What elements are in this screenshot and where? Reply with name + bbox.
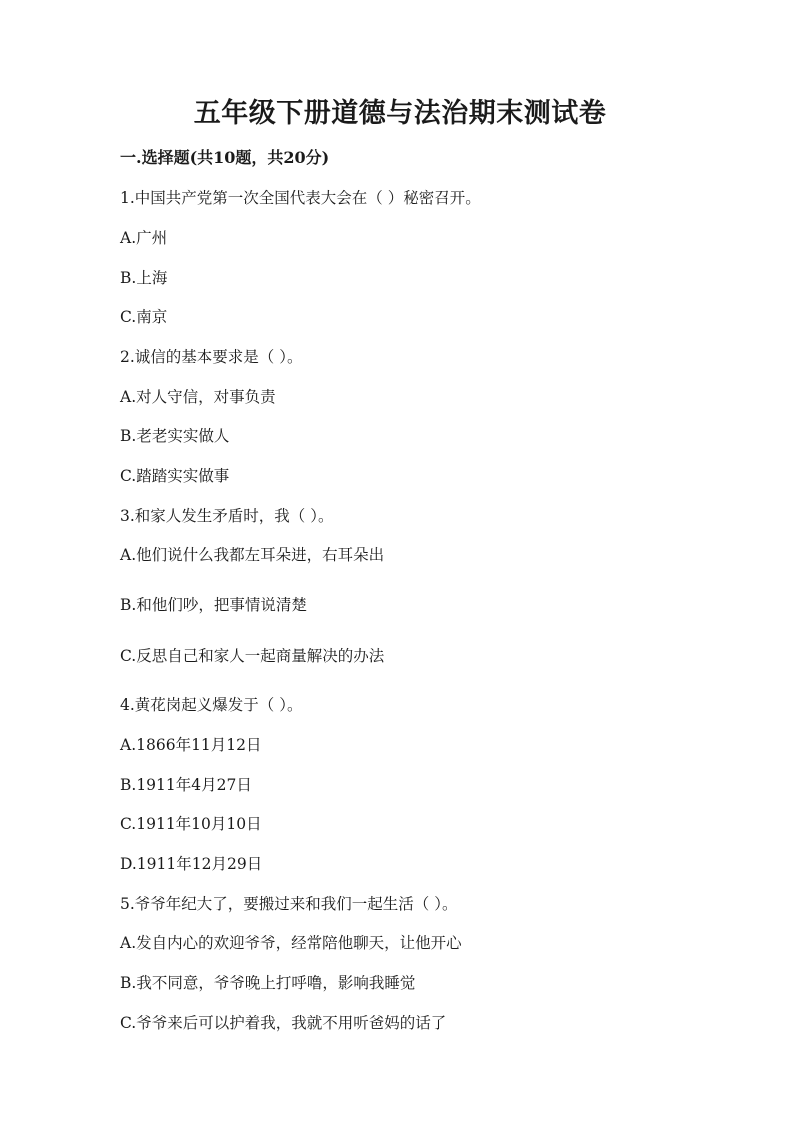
option-a: A.对人守信，对事负责 [120,388,276,406]
option-a: A.1866年11月12日 [120,736,262,754]
option-a: A.他们说什么我都左耳朵进，右耳朵出 [120,546,385,564]
option-b: B.上海 [120,269,168,287]
question-stem: 4.黄花岗起义爆发于（ ）。 [120,696,303,714]
exam-title: 五年级下册道德与法治期末测试卷 [193,98,607,129]
option-c: C.爷爷来后可以护着我，我就不用听爸妈的话了 [120,1014,447,1032]
option-c: C.1911年10月10日 [120,815,262,833]
option-a: A.广州 [120,229,168,247]
section-heading: 一.选择题(共10题，共20分) [120,148,330,167]
option-a: A.发自内心的欢迎爷爷，经常陪他聊天，让他开心 [120,934,462,952]
option-b: B.老老实实做人 [120,427,230,445]
question-stem: 5.爷爷年纪大了，要搬过来和我们一起生活（ ）。 [120,895,458,913]
question-stem: 3.和家人发生矛盾时，我（ ）。 [120,507,334,525]
option-c: C.踏踏实实做事 [120,467,230,485]
option-b: B.我不同意，爷爷晚上打呼噜，影响我睡觉 [120,974,416,992]
option-c: C.反思自己和家人一起商量解决的办法 [120,647,385,665]
option-d: D.1911年12月29日 [120,855,263,873]
option-b: B.1911年4月27日 [120,776,252,794]
question-stem: 1.中国共产党第一次全国代表大会在（ ）秘密召开。 [120,189,481,207]
option-c: C.南京 [120,308,168,326]
question-stem: 2.诚信的基本要求是（ ）。 [120,348,303,366]
option-b: B.和他们吵，把事情说清楚 [120,596,307,614]
